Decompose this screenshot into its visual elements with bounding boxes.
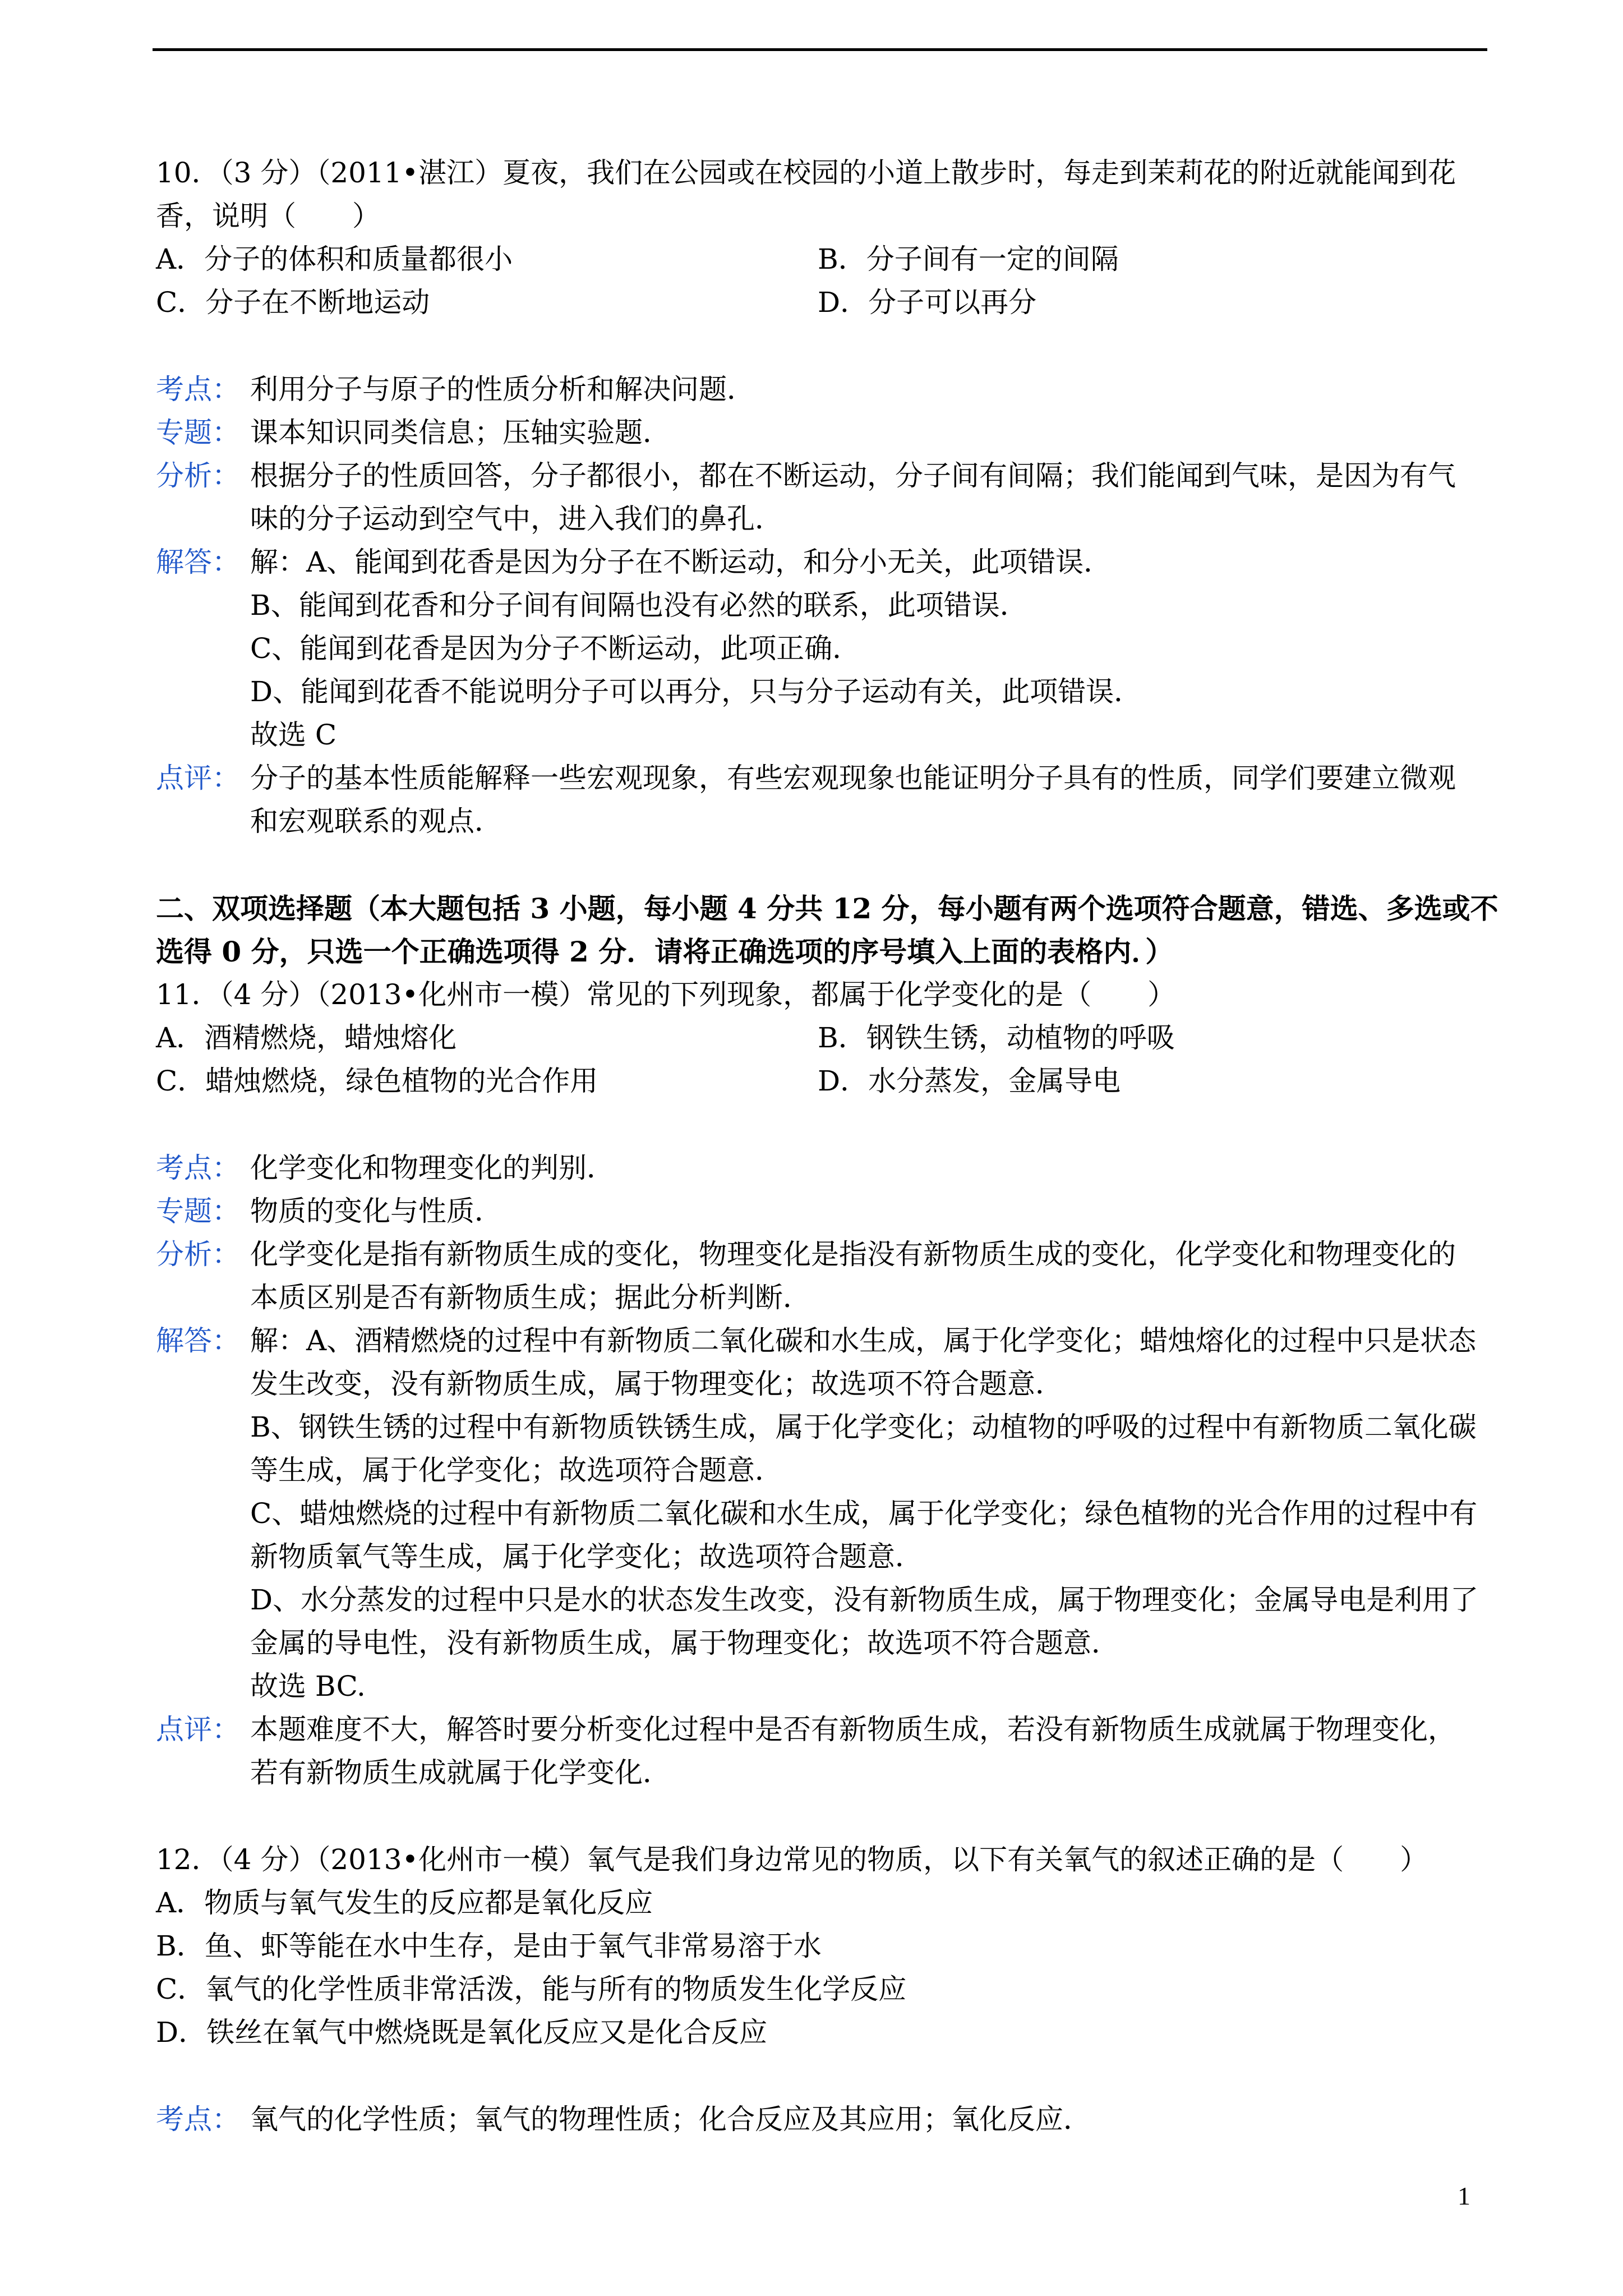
q10-fenxi-line-2: 味的分子运动到空气中，进入我们的鼻孔． bbox=[250, 503, 783, 535]
zhuanti-label: 专题： bbox=[156, 1195, 240, 1227]
q10-options-row-2 bbox=[156, 281, 1486, 324]
q10-stem-line-1: 10．（3 分）（2011•湛江）夏夜，我们在公园或在校园的小道上散步时，每走到茉莉花的附近就能闻到花 bbox=[156, 157, 1456, 189]
q11-jieda-line-2: 发生改变，没有新物质生成，属于物理变化；故选项不符合题意． bbox=[250, 1368, 1063, 1400]
q10-option-a: A．分子的体积和质量都很小 bbox=[156, 243, 513, 275]
q11-jieda-line-1: 解：A、酒精燃烧的过程中有新物质二氧化碳和水生成，属于化学变化；蜡烛熔化的过程中只是状态 bbox=[250, 1324, 1477, 1357]
q12-kaodian bbox=[156, 2098, 1486, 2141]
q11-jieda-line-6: 新物质氧气等生成，属于化学变化；故选项符合题意． bbox=[250, 1540, 923, 1573]
q12-option-d: D．铁丝在氧气中燃烧既是氧化反应又是化合反应 bbox=[156, 2016, 768, 2049]
q10-dianping-line-2: 和宏观联系的观点． bbox=[250, 805, 502, 838]
q10-jieda-line-5: 故选 C bbox=[250, 719, 337, 751]
q11-jieda-line-3: B、钢铁生锈的过程中有新物质铁锈生成，属于化学变化；动植物的呼吸的过程中有新物质二氧化碳 bbox=[250, 1411, 1477, 1443]
q11-option-c: C．蜡烛燃烧，绿色植物的光合作用 bbox=[156, 1065, 598, 1097]
q10-jieda-line-1: 解：A、能闻到花香是因为分子在不断运动，和分小无关，此项错误． bbox=[250, 546, 1112, 578]
q10-jieda-line-2: B、能闻到花香和分子间有间隔也没有必然的联系，此项错误． bbox=[250, 589, 1028, 622]
q12-kaodian-text: 氧气的化学性质；氧气的物理性质；化合反应及其应用；氧化反应． bbox=[250, 2103, 1091, 2136]
jieda-label: 解答： bbox=[156, 1324, 240, 1357]
q11-option-d: D．水分蒸发，金属导电 bbox=[818, 1065, 1121, 1097]
q11-jieda-line-9: 故选 BC. bbox=[250, 1670, 366, 1703]
kaodian-label: 考点： bbox=[156, 373, 240, 406]
q11-option-b: B．钢铁生锈，动植物的呼吸 bbox=[818, 1022, 1175, 1054]
q12-analysis bbox=[156, 2098, 1486, 2141]
q11-dianping-line-1: 本题难度不大，解答时要分析变化过程中是否有新物质生成，若没有新物质生成就属于物理变化， bbox=[250, 1713, 1456, 1746]
kaodian-label: 考点： bbox=[156, 2103, 240, 2136]
section-2-heading bbox=[156, 887, 1498, 973]
q10-kaodian-text: 利用分子与原子的性质分析和解决问题． bbox=[250, 373, 755, 406]
dianping-label: 点评： bbox=[156, 762, 240, 794]
q10-option-b: B．分子间有一定的间隔 bbox=[818, 243, 1119, 275]
section-2-heading-line-2: 选得 0 分，只选一个正确选项得 2 分．请将正确选项的序号填入上面的表格内．） bbox=[156, 935, 1174, 968]
q11-analysis bbox=[156, 1147, 1486, 1795]
q10-options-row-1 bbox=[156, 238, 1486, 281]
dianping-label: 点评： bbox=[156, 1713, 240, 1746]
q11-jieda-line-5: C、蜡烛燃烧的过程中有新物质二氧化碳和水生成，属于化学变化；绿色植物的光合作用的过程中有 bbox=[250, 1497, 1478, 1530]
q11-option-a: A．酒精燃烧，蜡烛熔化 bbox=[156, 1022, 457, 1054]
fenxi-label: 分析： bbox=[156, 1238, 240, 1271]
q11-stem: 11．（4 分）（2013•化州市一模）常见的下列现象，都属于化学变化的是（ ） bbox=[156, 978, 1176, 1011]
q11-kaodian bbox=[156, 1147, 1486, 1190]
fenxi-label: 分析： bbox=[156, 459, 240, 492]
kaodian-label: 考点： bbox=[156, 1152, 240, 1184]
header-rule bbox=[153, 48, 1487, 51]
q12-option-b: B．鱼、虾等能在水中生存，是由于氧气非常易溶于水 bbox=[156, 1930, 822, 1962]
q11-zhuanti-text: 物质的变化与性质． bbox=[250, 1195, 502, 1227]
q12-option-c: C．氧气的化学性质非常活泼，能与所有的物质发生化学反应 bbox=[156, 1973, 907, 2005]
q10-option-c: C．分子在不断地运动 bbox=[156, 286, 430, 319]
q11-fenxi bbox=[156, 1233, 1486, 1319]
q10-fenxi bbox=[156, 454, 1486, 541]
question-12 bbox=[156, 1838, 1486, 2054]
q11-dianping-line-2: 若有新物质生成就属于化学变化． bbox=[250, 1756, 671, 1789]
q11-jieda-line-4: 等生成，属于化学变化；故选项符合题意． bbox=[250, 1454, 783, 1487]
q11-kaodian-text: 化学变化和物理变化的判别． bbox=[250, 1152, 615, 1184]
q10-fenxi-line-1: 根据分子的性质回答，分子都很小，都在不断运动，分子间有间隔；我们能闻到气味，是因为有气 bbox=[250, 459, 1456, 492]
q11-jieda bbox=[156, 1319, 1486, 1708]
q10-stem-line-2: 香，说明（ ） bbox=[156, 200, 380, 232]
q10-kaodian bbox=[156, 368, 1486, 411]
page-number: 1 bbox=[1458, 2182, 1470, 2210]
zhuanti-label: 专题： bbox=[156, 416, 240, 449]
q11-options-row-2 bbox=[156, 1060, 1486, 1103]
q10-jieda-line-4: D、能闻到花香不能说明分子可以再分，只与分子运动有关，此项错误． bbox=[250, 675, 1142, 708]
question-11 bbox=[156, 973, 1486, 1103]
q10-jieda bbox=[156, 541, 1486, 757]
q11-zhuanti bbox=[156, 1190, 1486, 1233]
q10-jieda-line-3: C、能闻到花香是因为分子不断运动，此项正确． bbox=[250, 632, 861, 665]
q10-zhuanti bbox=[156, 411, 1486, 454]
q10-option-d: D．分子可以再分 bbox=[818, 286, 1037, 319]
q10-zhuanti-text: 课本知识同类信息；压轴实验题． bbox=[250, 416, 671, 449]
q10-dianping bbox=[156, 757, 1486, 843]
q12-stem: 12．（4 分）（2013•化州市一模）氧气是我们身边常见的物质，以下有关氧气的叙述正确的是（ ） bbox=[156, 1843, 1428, 1876]
q11-fenxi-line-1: 化学变化是指有新物质生成的变化，物理变化是指没有新物质生成的变化，化学变化和物理变化的 bbox=[250, 1238, 1456, 1271]
q10-analysis bbox=[156, 368, 1486, 843]
question-10 bbox=[156, 151, 1486, 324]
q11-jieda-line-7: D、水分蒸发的过程中只是水的状态发生改变，没有新物质生成，属于物理变化；金属导电是利用了 bbox=[250, 1584, 1479, 1616]
q11-dianping bbox=[156, 1708, 1486, 1795]
q10-dianping-line-1: 分子的基本性质能解释一些宏观现象，有些宏观现象也能证明分子具有的性质，同学们要建立微观 bbox=[250, 762, 1456, 794]
q11-jieda-line-8: 金属的导电性，没有新物质生成，属于物理变化；故选项不符合题意． bbox=[250, 1627, 1119, 1659]
q12-option-a: A．物质与氧气发生的反应都是氧化反应 bbox=[156, 1887, 653, 1919]
q11-options-row-1 bbox=[156, 1016, 1486, 1060]
section-2-heading-line-1: 二、双项选择题（本大题包括 3 小题，每小题 4 分共 12 分，每小题有两个选项符合题意，错选、多选或不 bbox=[156, 892, 1498, 925]
q11-fenxi-line-2: 本质区别是否有新物质生成；据此分析判断． bbox=[250, 1281, 811, 1314]
page-content bbox=[156, 151, 1498, 2141]
jieda-label: 解答： bbox=[156, 546, 240, 578]
